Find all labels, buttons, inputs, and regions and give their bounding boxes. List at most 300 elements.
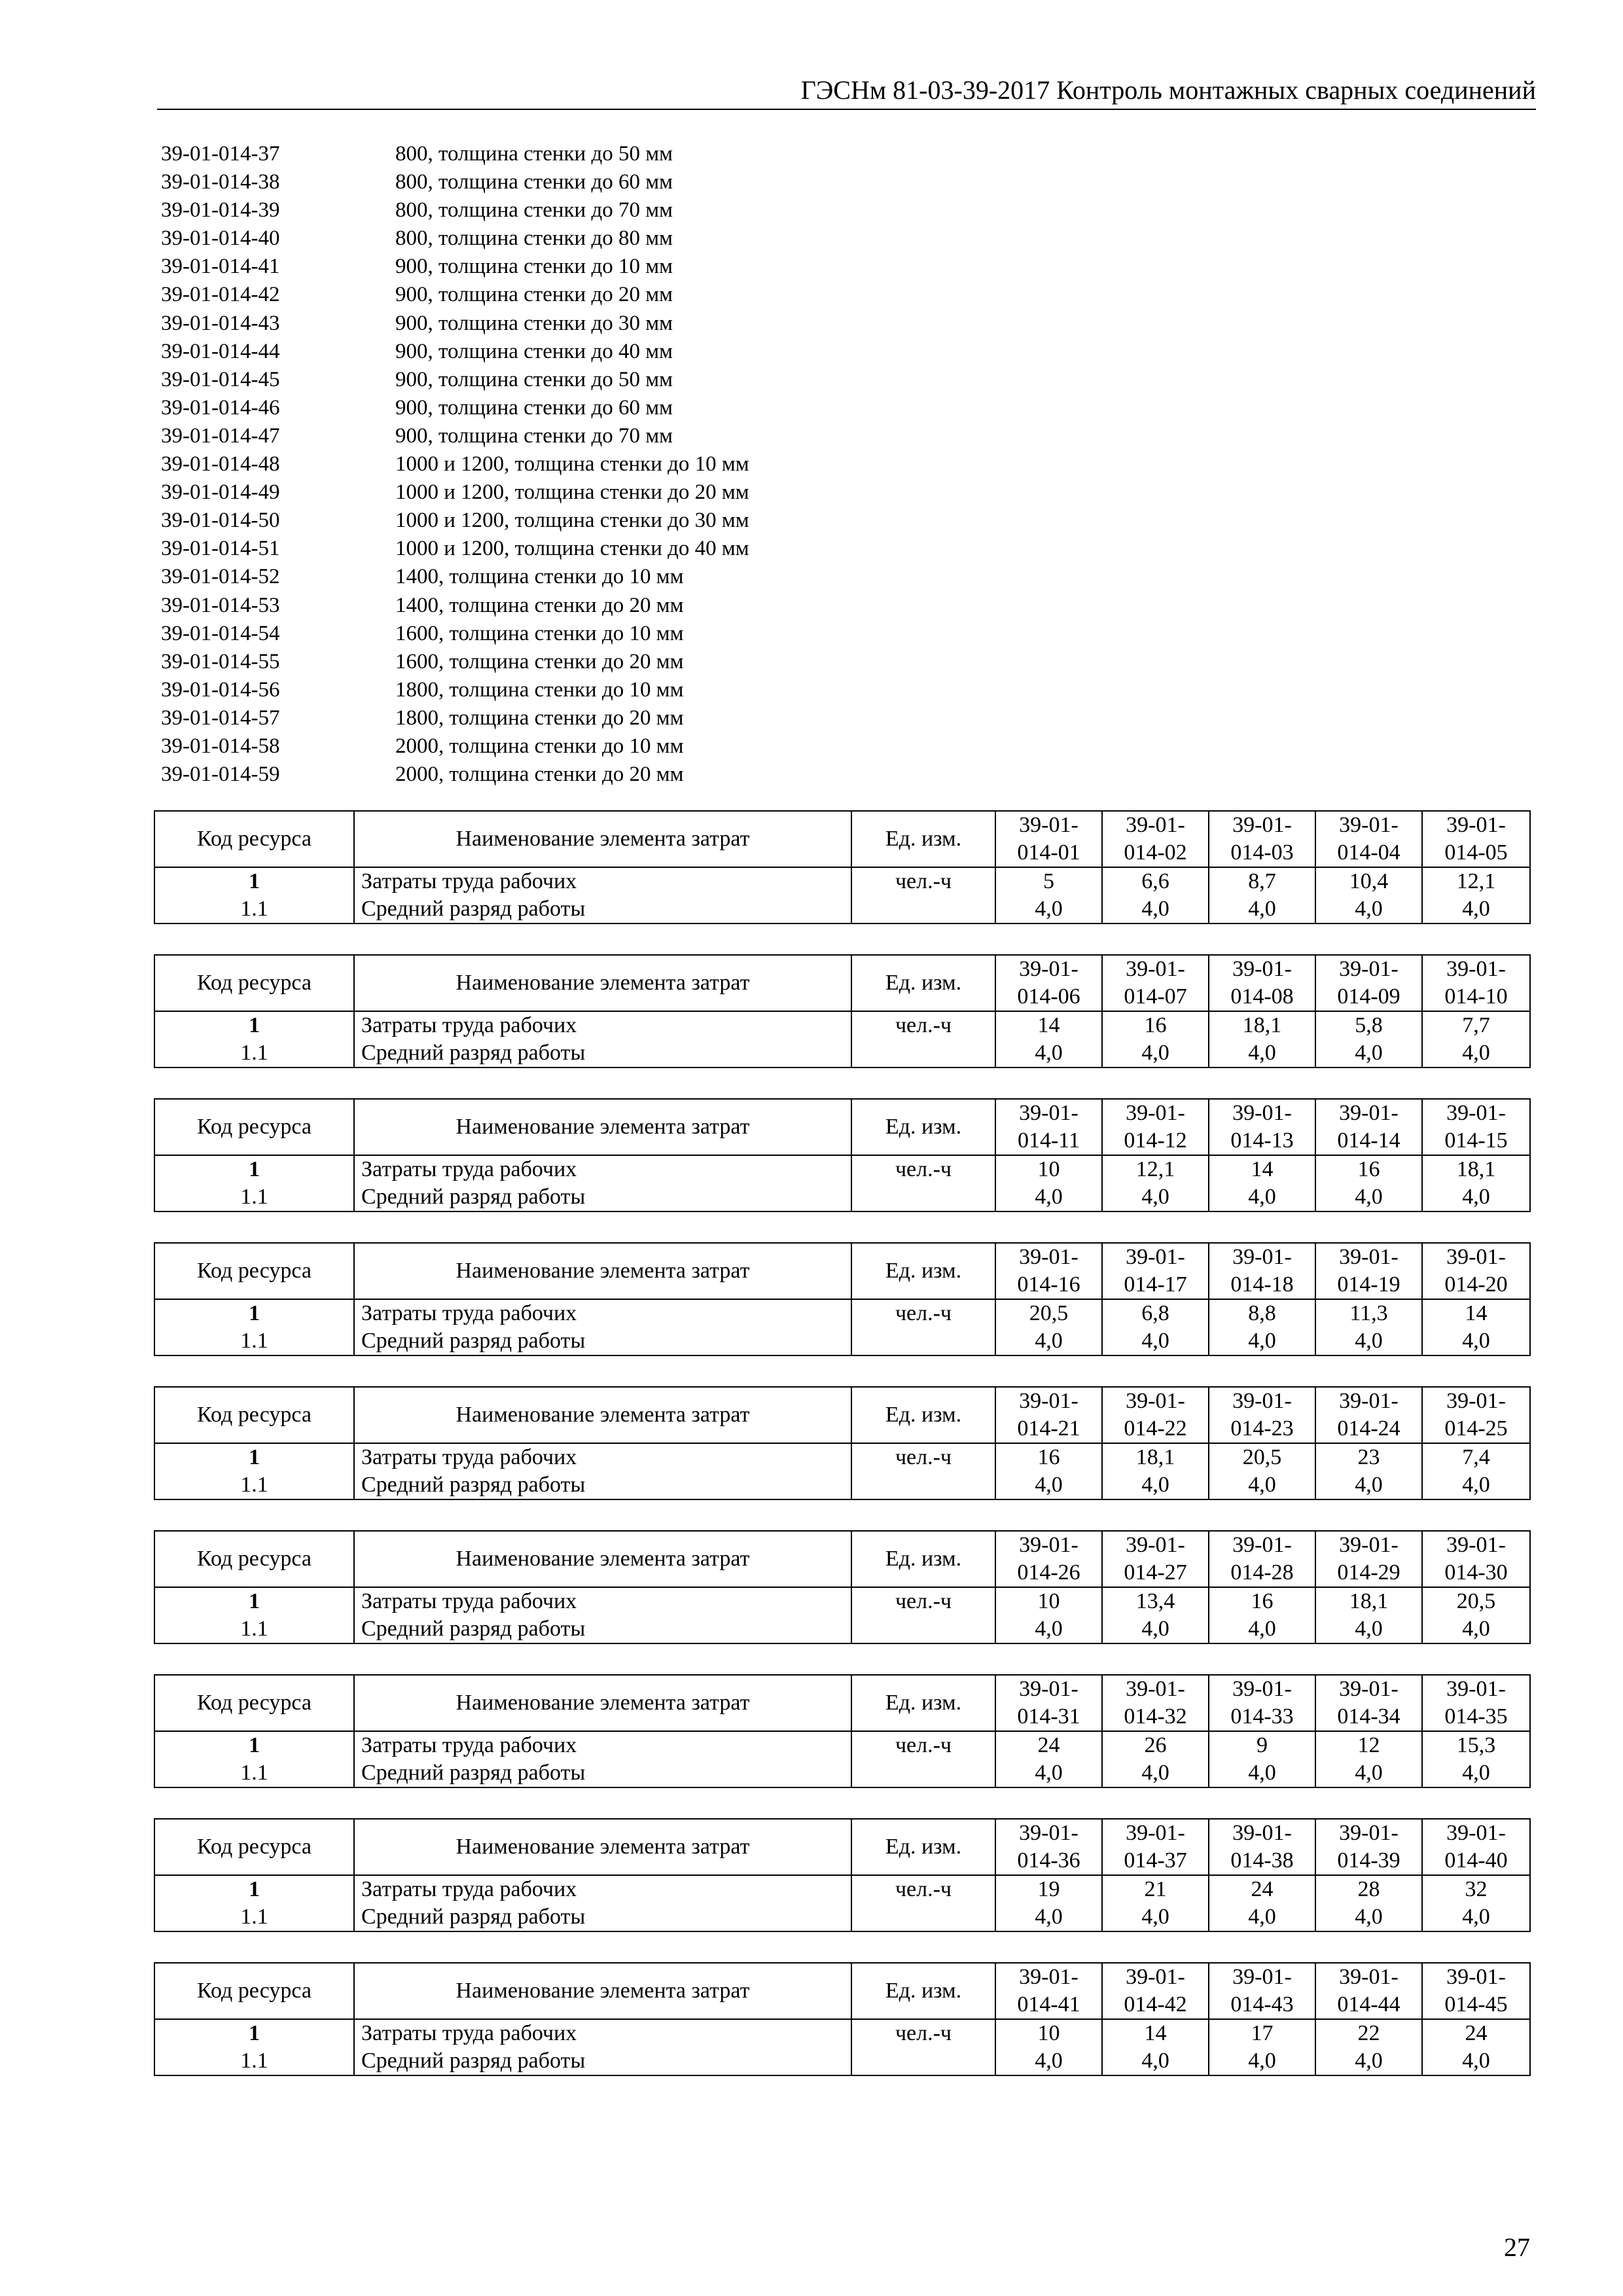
norm-code-suffix: 014-26 [1017, 1560, 1080, 1585]
code-list-description: 1400, толщина стенки до 20 мм [395, 593, 684, 617]
norm-code-suffix: 014-36 [1017, 1848, 1080, 1873]
table-row-labor [154, 2019, 1530, 2047]
norm-code-suffix: 014-29 [1337, 1560, 1400, 1585]
code-list-description: 1000 и 1200, толщина стенки до 20 мм [395, 480, 749, 505]
labor-value: 6,8 [1102, 1299, 1209, 1327]
header-norm-code [995, 811, 1102, 867]
norm-code-suffix: 014-38 [1230, 1848, 1294, 1873]
labor-value: 16 [1102, 1011, 1209, 1039]
grade-value: 4,0 [1102, 1903, 1209, 1931]
code-list-code: 39-01-014-41 [161, 255, 280, 279]
row-code: 1 [154, 1011, 354, 1039]
grade-value: 4,0 [995, 1759, 1102, 1787]
labor-value: 7,7 [1422, 1011, 1530, 1039]
row-name: Затраты труда рабочих [354, 1875, 851, 1903]
header-resource-code: Код ресурса [154, 1531, 354, 1587]
norm-code-suffix: 014-03 [1230, 840, 1294, 865]
labor-value: 15,3 [1422, 1731, 1530, 1759]
grade-value: 4,0 [995, 895, 1102, 924]
header-norm-code [1315, 1675, 1422, 1731]
norm-code-suffix: 014-25 [1444, 1416, 1508, 1441]
code-list-description: 1800, толщина стенки до 20 мм [395, 706, 684, 730]
grade-value: 4,0 [1209, 1327, 1315, 1355]
labor-value: 12,1 [1422, 867, 1530, 895]
row-name: Затраты труда рабочих [354, 1299, 851, 1327]
code-list-code: 39-01-014-59 [161, 762, 280, 787]
header-resource-code: Код ресурса [154, 1243, 354, 1299]
code-list-description: 900, толщина стенки до 30 мм [395, 311, 673, 335]
norm-code-prefix: 39-01- [1446, 957, 1506, 981]
row-code: 1.1 [154, 1327, 354, 1355]
code-list-code: 39-01-014-53 [161, 593, 280, 617]
norm-code-prefix: 39-01- [1126, 1389, 1185, 1413]
norm-code-suffix: 014-08 [1230, 984, 1294, 1009]
row-name: Средний разряд работы [354, 1903, 851, 1931]
norm-code-suffix: 014-22 [1124, 1416, 1187, 1441]
labor-value: 10,4 [1315, 867, 1422, 895]
code-list-code: 39-01-014-38 [161, 170, 280, 194]
table-row-labor [154, 1155, 1530, 1183]
grade-value: 4,0 [1102, 1327, 1209, 1355]
labor-value: 23 [1315, 1443, 1422, 1471]
header-element-name: Наименование элемента затрат [354, 811, 851, 867]
row-unit: чел.-ч [851, 1299, 995, 1327]
grade-value: 4,0 [1422, 1615, 1530, 1643]
header-norm-code [1422, 1963, 1530, 2019]
grade-value: 4,0 [1209, 1471, 1315, 1499]
grade-value: 4,0 [995, 1183, 1102, 1211]
labor-value: 9 [1209, 1731, 1315, 1759]
header-norm-code [1315, 1243, 1422, 1299]
code-list-description: 2000, толщина стенки до 10 мм [395, 734, 684, 758]
norm-code-prefix: 39-01- [1126, 957, 1185, 981]
norm-code-prefix: 39-01- [1446, 1389, 1506, 1413]
norm-code-prefix: 39-01- [1019, 1677, 1079, 1701]
norm-code-prefix: 39-01- [1446, 1245, 1506, 1269]
row-unit: чел.-ч [851, 1587, 995, 1615]
code-list-code: 39-01-014-39 [161, 198, 280, 223]
grade-value: 4,0 [1102, 1471, 1209, 1499]
table-header-row [154, 811, 1530, 867]
norm-code-suffix: 014-07 [1124, 984, 1187, 1009]
code-list-code: 39-01-014-37 [161, 142, 280, 166]
grade-value: 4,0 [1422, 2047, 1530, 2075]
labor-value: 24 [1209, 1875, 1315, 1903]
header-norm-code [1102, 1963, 1209, 2019]
table-row-grade [154, 2047, 1530, 2075]
norm-code-suffix: 014-13 [1230, 1128, 1294, 1153]
row-unit [851, 895, 995, 924]
labor-value: 17 [1209, 2019, 1315, 2047]
header-norm-code [1422, 811, 1530, 867]
norm-code-prefix: 39-01- [1126, 1821, 1185, 1845]
norm-code-suffix: 014-27 [1124, 1560, 1187, 1585]
grade-value: 4,0 [1315, 1327, 1422, 1355]
norm-code-prefix: 39-01- [1339, 1677, 1399, 1701]
table-row-grade [154, 1759, 1530, 1787]
norm-code-prefix: 39-01- [1232, 1101, 1292, 1125]
grade-value: 4,0 [1422, 1183, 1530, 1211]
norm-code-prefix: 39-01- [1339, 1245, 1399, 1269]
norm-code-suffix: 014-31 [1017, 1704, 1080, 1729]
norm-code-suffix: 014-43 [1230, 1992, 1294, 2017]
labor-value: 10 [995, 1587, 1102, 1615]
grade-value: 4,0 [995, 1471, 1102, 1499]
table-row-labor [154, 1011, 1530, 1039]
labor-value: 19 [995, 1875, 1102, 1903]
header-element-name: Наименование элемента затрат [354, 1099, 851, 1155]
norm-code-suffix: 014-45 [1444, 1992, 1508, 2017]
header-norm-code [1209, 1387, 1315, 1443]
norm-code-prefix: 39-01- [1019, 1245, 1079, 1269]
table-header-row [154, 1387, 1530, 1443]
grade-value: 4,0 [1422, 1759, 1530, 1787]
header-norm-code [1422, 1531, 1530, 1587]
header-norm-code [1102, 1099, 1209, 1155]
row-unit: чел.-ч [851, 1731, 995, 1759]
table-row-labor [154, 1443, 1530, 1471]
header-norm-code [995, 1531, 1102, 1587]
table-row-grade [154, 1471, 1530, 1499]
norm-code-prefix: 39-01- [1446, 1821, 1506, 1845]
labor-value: 18,1 [1422, 1155, 1530, 1183]
resource-table [154, 1242, 1531, 1356]
table-header-row [154, 1099, 1530, 1155]
grade-value: 4,0 [1102, 2047, 1209, 2075]
labor-value: 5 [995, 867, 1102, 895]
labor-value: 20,5 [995, 1299, 1102, 1327]
norm-code-prefix: 39-01- [1126, 1677, 1185, 1701]
header-norm-code [1209, 955, 1315, 1011]
code-list-description: 1000 и 1200, толщина стенки до 40 мм [395, 537, 749, 561]
row-unit: чел.-ч [851, 1155, 995, 1183]
norm-code-prefix: 39-01- [1232, 1965, 1292, 1989]
labor-value: 20,5 [1209, 1443, 1315, 1471]
labor-value: 16 [1315, 1155, 1422, 1183]
norm-code-prefix: 39-01- [1019, 957, 1079, 981]
labor-value: 8,7 [1209, 867, 1315, 895]
header-resource-code: Код ресурса [154, 1819, 354, 1875]
header-norm-code [1102, 1675, 1209, 1731]
table-header-row [154, 955, 1530, 1011]
row-code: 1.1 [154, 1471, 354, 1499]
header-norm-code [1102, 1531, 1209, 1587]
code-list-code: 39-01-014-54 [161, 621, 280, 645]
header-norm-code [995, 1819, 1102, 1875]
code-list-code: 39-01-014-49 [161, 480, 280, 505]
norm-code-suffix: 014-12 [1124, 1128, 1187, 1153]
labor-value: 16 [995, 1443, 1102, 1471]
table-header-row [154, 1243, 1530, 1299]
code-list-description: 1000 и 1200, толщина стенки до 30 мм [395, 509, 749, 533]
row-unit [851, 2047, 995, 2075]
header-norm-code [995, 1675, 1102, 1731]
header-norm-code [1315, 811, 1422, 867]
header-norm-code [1209, 1099, 1315, 1155]
row-code: 1 [154, 1731, 354, 1759]
row-name: Средний разряд работы [354, 1471, 851, 1499]
grade-value: 4,0 [1102, 1615, 1209, 1643]
labor-value: 14 [1102, 2019, 1209, 2047]
labor-value: 5,8 [1315, 1011, 1422, 1039]
norm-code-prefix: 39-01- [1019, 1389, 1079, 1413]
labor-value: 8,8 [1209, 1299, 1315, 1327]
labor-value: 20,5 [1422, 1587, 1530, 1615]
norm-code-prefix: 39-01- [1126, 1965, 1185, 1989]
grade-value: 4,0 [1422, 1903, 1530, 1931]
table-row-grade [154, 895, 1530, 924]
code-list-code: 39-01-014-52 [161, 565, 280, 589]
norm-code-suffix: 014-41 [1017, 1992, 1080, 2017]
labor-value: 10 [995, 1155, 1102, 1183]
resource-table [154, 810, 1531, 924]
page-number: 27 [1504, 2233, 1530, 2262]
table-row-labor [154, 1587, 1530, 1615]
row-name: Средний разряд работы [354, 1039, 851, 1067]
row-unit [851, 1615, 995, 1643]
header-norm-code [1422, 955, 1530, 1011]
norm-code-prefix: 39-01- [1446, 1101, 1506, 1125]
grade-value: 4,0 [1102, 1759, 1209, 1787]
header-norm-code [995, 1387, 1102, 1443]
header-resource-code: Код ресурса [154, 811, 354, 867]
labor-value: 10 [995, 2019, 1102, 2047]
norm-code-prefix: 39-01- [1126, 1245, 1185, 1269]
norm-code-suffix: 014-18 [1230, 1272, 1294, 1297]
header-element-name: Наименование элемента затрат [354, 955, 851, 1011]
norm-code-prefix: 39-01- [1339, 1101, 1399, 1125]
row-code: 1 [154, 1299, 354, 1327]
row-name: Затраты труда рабочих [354, 1587, 851, 1615]
header-norm-code [1209, 1963, 1315, 2019]
table-row-labor [154, 867, 1530, 895]
resource-table [154, 1386, 1531, 1500]
norm-code-suffix: 014-06 [1017, 984, 1080, 1009]
row-unit [851, 1183, 995, 1211]
header-norm-code [1315, 1963, 1422, 2019]
row-name: Средний разряд работы [354, 1327, 851, 1355]
row-name: Средний разряд работы [354, 2047, 851, 2075]
header-norm-code [995, 1963, 1102, 2019]
code-list-code: 39-01-014-40 [161, 226, 280, 251]
norm-code-prefix: 39-01- [1446, 1533, 1506, 1557]
header-norm-code [1422, 1387, 1530, 1443]
table-header-row [154, 1675, 1530, 1731]
norm-code-prefix: 39-01- [1339, 1965, 1399, 1989]
header-element-name: Наименование элемента затрат [354, 1387, 851, 1443]
grade-value: 4,0 [1422, 1039, 1530, 1067]
header-unit: Ед. изм. [851, 1963, 995, 2019]
grade-value: 4,0 [1422, 1327, 1530, 1355]
norm-code-suffix: 014-01 [1017, 840, 1080, 865]
norm-code-suffix: 014-04 [1337, 840, 1400, 865]
code-list-description: 900, толщина стенки до 10 мм [395, 255, 673, 279]
norm-code-suffix: 014-19 [1337, 1272, 1400, 1297]
row-code: 1 [154, 1443, 354, 1471]
norm-code-prefix: 39-01- [1232, 1245, 1292, 1269]
grade-value: 4,0 [1209, 1615, 1315, 1643]
row-name: Затраты труда рабочих [354, 1011, 851, 1039]
norm-code-prefix: 39-01- [1232, 1389, 1292, 1413]
labor-value: 14 [1422, 1299, 1530, 1327]
code-list-code: 39-01-014-51 [161, 537, 280, 561]
norm-code-suffix: 014-39 [1337, 1848, 1400, 1873]
code-list-description: 2000, толщина стенки до 20 мм [395, 762, 684, 787]
code-list-code: 39-01-014-50 [161, 509, 280, 533]
norm-code-suffix: 014-16 [1017, 1272, 1080, 1297]
grade-value: 4,0 [995, 2047, 1102, 2075]
norm-code-prefix: 39-01- [1339, 1389, 1399, 1413]
code-list-description: 900, толщина стенки до 50 мм [395, 367, 673, 391]
header-unit: Ед. изм. [851, 1675, 995, 1731]
row-unit: чел.-ч [851, 1443, 995, 1471]
norm-code-prefix: 39-01- [1019, 1101, 1079, 1125]
table-row-grade [154, 1903, 1530, 1931]
header-norm-code [1209, 1243, 1315, 1299]
norm-code-suffix: 014-17 [1124, 1272, 1187, 1297]
labor-value: 18,1 [1315, 1587, 1422, 1615]
header-element-name: Наименование элемента затрат [354, 1963, 851, 2019]
code-list-description: 800, толщина стенки до 50 мм [395, 142, 673, 166]
document-title: ГЭСНм 81-03-39-2017 Контроль монтажных сварных соединений [800, 75, 1536, 105]
labor-value: 7,4 [1422, 1443, 1530, 1471]
grade-value: 4,0 [1209, 1183, 1315, 1211]
code-list-code: 39-01-014-44 [161, 339, 280, 363]
header-unit: Ед. изм. [851, 811, 995, 867]
grade-value: 4,0 [995, 1615, 1102, 1643]
labor-value: 12 [1315, 1731, 1422, 1759]
header-norm-code [1102, 811, 1209, 867]
norm-code-prefix: 39-01- [1339, 1821, 1399, 1845]
row-name: Затраты труда рабочих [354, 867, 851, 895]
header-resource-code: Код ресурса [154, 1387, 354, 1443]
grade-value: 4,0 [1422, 895, 1530, 924]
code-list-code: 39-01-014-48 [161, 452, 280, 476]
norm-code-prefix: 39-01- [1339, 813, 1399, 837]
code-list-description: 900, толщина стенки до 70 мм [395, 423, 673, 448]
header-norm-code [995, 955, 1102, 1011]
header-norm-code [1102, 1819, 1209, 1875]
row-code: 1 [154, 1875, 354, 1903]
norm-code-suffix: 014-44 [1337, 1992, 1400, 2017]
row-unit [851, 1759, 995, 1787]
header-norm-code [1422, 1819, 1530, 1875]
header-norm-code [1422, 1243, 1530, 1299]
row-name: Средний разряд работы [354, 1615, 851, 1643]
code-list-code: 39-01-014-42 [161, 283, 280, 307]
norm-code-prefix: 39-01- [1126, 1533, 1185, 1557]
norm-code-suffix: 014-23 [1230, 1416, 1294, 1441]
header-norm-code [1102, 1387, 1209, 1443]
header-unit: Ед. изм. [851, 955, 995, 1011]
header-norm-code [1315, 955, 1422, 1011]
grade-value: 4,0 [995, 1327, 1102, 1355]
header-norm-code [995, 1099, 1102, 1155]
norm-code-prefix: 39-01- [1126, 813, 1185, 837]
header-resource-code: Код ресурса [154, 1099, 354, 1155]
header-element-name: Наименование элемента затрат [354, 1531, 851, 1587]
table-row-grade [154, 1615, 1530, 1643]
row-unit: чел.-ч [851, 867, 995, 895]
code-list-description: 1400, толщина стенки до 10 мм [395, 565, 684, 589]
code-list-code: 39-01-014-45 [161, 367, 280, 391]
norm-code-prefix: 39-01- [1019, 813, 1079, 837]
norm-code-suffix: 014-40 [1444, 1848, 1508, 1873]
norm-code-prefix: 39-01- [1126, 1101, 1185, 1125]
table-row-labor [154, 1299, 1530, 1327]
grade-value: 4,0 [1315, 895, 1422, 924]
code-list-description: 1800, толщина стенки до 10 мм [395, 677, 684, 702]
row-name: Затраты труда рабочих [354, 1155, 851, 1183]
norm-code-prefix: 39-01- [1446, 1677, 1506, 1701]
norm-code-prefix: 39-01- [1232, 957, 1292, 981]
norm-code-suffix: 014-14 [1337, 1128, 1400, 1153]
grade-value: 4,0 [1209, 1903, 1315, 1931]
norm-code-suffix: 014-30 [1444, 1560, 1508, 1585]
row-name: Средний разряд работы [354, 1759, 851, 1787]
norm-code-prefix: 39-01- [1446, 813, 1506, 837]
row-name: Затраты труда рабочих [354, 2019, 851, 2047]
labor-value: 6,6 [1102, 867, 1209, 895]
norm-code-suffix: 014-21 [1017, 1416, 1080, 1441]
code-list-code: 39-01-014-58 [161, 734, 280, 758]
code-list-code: 39-01-014-46 [161, 395, 280, 420]
code-list-code: 39-01-014-57 [161, 706, 280, 730]
row-code: 1 [154, 1155, 354, 1183]
row-name: Затраты труда рабочих [354, 1731, 851, 1759]
grade-value: 4,0 [1209, 1759, 1315, 1787]
row-unit [851, 1327, 995, 1355]
norm-code-suffix: 014-35 [1444, 1704, 1508, 1729]
grade-value: 4,0 [1102, 1183, 1209, 1211]
grade-value: 4,0 [1315, 1615, 1422, 1643]
header-resource-code: Код ресурса [154, 955, 354, 1011]
labor-value: 22 [1315, 2019, 1422, 2047]
labor-value: 18,1 [1102, 1443, 1209, 1471]
row-code: 1.1 [154, 1903, 354, 1931]
grade-value: 4,0 [1209, 1039, 1315, 1067]
grade-value: 4,0 [1315, 1471, 1422, 1499]
row-code: 1.1 [154, 2047, 354, 2075]
labor-value: 28 [1315, 1875, 1422, 1903]
norm-code-prefix: 39-01- [1232, 1821, 1292, 1845]
norm-code-suffix: 014-28 [1230, 1560, 1294, 1585]
norm-code-suffix: 014-09 [1337, 984, 1400, 1009]
header-norm-code [1209, 1675, 1315, 1731]
norm-code-suffix: 014-42 [1124, 1992, 1187, 2017]
labor-value: 26 [1102, 1731, 1209, 1759]
header-unit: Ед. изм. [851, 1531, 995, 1587]
code-list-description: 800, толщина стенки до 80 мм [395, 226, 673, 251]
row-code: 1 [154, 1587, 354, 1615]
header-unit: Ед. изм. [851, 1387, 995, 1443]
labor-value: 32 [1422, 1875, 1530, 1903]
header-norm-code [1422, 1099, 1530, 1155]
row-unit: чел.-ч [851, 1011, 995, 1039]
table-row-labor [154, 1731, 1530, 1759]
header-norm-code [1209, 1819, 1315, 1875]
code-list-code: 39-01-014-47 [161, 423, 280, 448]
code-list-description: 1000 и 1200, толщина стенки до 10 мм [395, 452, 749, 476]
code-list-description: 900, толщина стенки до 20 мм [395, 283, 673, 307]
grade-value: 4,0 [1315, 1183, 1422, 1211]
table-row-labor [154, 1875, 1530, 1903]
grade-value: 4,0 [995, 1903, 1102, 1931]
header-resource-code: Код ресурса [154, 1963, 354, 2019]
header-norm-code [1422, 1675, 1530, 1731]
header-norm-code [1315, 1819, 1422, 1875]
row-unit [851, 1471, 995, 1499]
